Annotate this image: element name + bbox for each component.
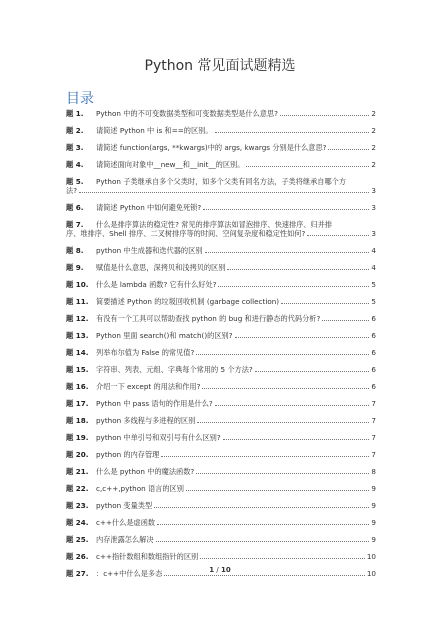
toc-entry-number: 题 17.	[66, 399, 89, 408]
toc-entry[interactable]	[66, 314, 376, 331]
toc-entry[interactable]	[66, 143, 376, 160]
toc-entry-text: python 变量类型	[96, 501, 153, 510]
total-pages: 10	[220, 566, 231, 574]
toc-entry-text: 什么是 python 中的魔法函数?	[96, 467, 195, 476]
toc-entry-page: 5	[371, 297, 376, 306]
toc-entry[interactable]	[66, 399, 376, 416]
toc-entry-page: 7	[371, 433, 376, 442]
dot-leader	[196, 354, 369, 355]
toc-entry-number: 题 4.	[66, 160, 84, 169]
toc-entry-number: 题 8.	[66, 246, 84, 255]
dot-leader	[215, 405, 370, 406]
toc-entry-text: 列举布尔值为 False 的常见值?	[96, 348, 195, 357]
toc-entry-text: ：c++中什么是多态	[96, 569, 163, 578]
toc-entry-page: 4	[371, 246, 376, 255]
toc-entry-text: 请简述 Python 中如何避免死锁?	[96, 203, 202, 212]
toc-entry-number: 题 3.	[66, 143, 84, 152]
page-separator: /	[214, 566, 221, 574]
toc-entry-number: 题 26.	[66, 552, 89, 561]
toc-entry[interactable]	[66, 501, 376, 518]
toc-entry-page: 2	[371, 143, 376, 152]
toc-list	[66, 109, 376, 586]
toc-entry[interactable]	[66, 126, 376, 143]
dot-leader	[215, 132, 370, 133]
dot-leader	[157, 524, 369, 525]
toc-entry-text: 内存泄露怎么解决	[96, 535, 154, 544]
toc-entry-number: 题 22.	[66, 484, 89, 493]
toc-entry-page: 9	[371, 484, 376, 493]
toc-entry-page: 7	[371, 416, 376, 425]
dot-leader	[235, 337, 370, 338]
toc-entry-number: 题 21.	[66, 467, 89, 476]
toc-entry-page: 6	[371, 382, 376, 391]
toc-entry-text: 简要描述 Python 的垃圾回收机制 (garbage collection)	[96, 297, 280, 306]
toc-entry-number: 题 18.	[66, 416, 89, 425]
toc-entry-text: 字符串、列表、元组、字典每个常用的 5 个方法?	[96, 365, 253, 374]
dot-leader	[164, 575, 365, 576]
dot-leader	[203, 209, 369, 210]
toc-entry-number: 题 5.	[66, 177, 84, 186]
dot-leader	[307, 235, 369, 236]
dot-leader	[280, 115, 369, 116]
toc-entry-page: 2	[371, 109, 376, 118]
dot-leader	[197, 422, 369, 423]
toc-entry[interactable]	[66, 331, 376, 348]
toc-entry-number: 题 25.	[66, 535, 89, 544]
toc-entry-page: 2	[371, 160, 376, 169]
toc-entry-text: 请简述 function(args, **kwargs)中的 args, kwargs 分别是什么意思?	[96, 143, 327, 152]
toc-entry-page: 9	[371, 535, 376, 544]
toc-entry-text: Python 中的不可变数据类型和可变数据类型是什么意思?	[96, 109, 278, 118]
toc-heading: 目录	[66, 91, 94, 107]
toc-entry-page: 3	[371, 229, 376, 238]
toc-entry-number: 题 11.	[66, 297, 89, 306]
toc-entry-number: 题 9.	[66, 263, 84, 272]
toc-entry-number: 题 10.	[66, 280, 89, 289]
toc-entry[interactable]	[66, 263, 376, 280]
toc-entry-page: 3	[371, 186, 376, 195]
dot-leader	[281, 303, 369, 304]
dot-leader	[161, 456, 369, 457]
toc-entry-text: python 中单引号和双引号有什么区别?	[96, 433, 221, 442]
toc-entry-text: 请简述面向对象中__new__和__init__的区别。	[96, 160, 245, 169]
toc-entry[interactable]	[66, 203, 376, 220]
toc-entry-text: Python 里面 search()和 match()的区别?	[96, 331, 233, 340]
dot-leader	[156, 541, 370, 542]
toc-entry-text: 序、堆排序、Shell 排序、二叉树排序等的时间、空间复杂度和稳定性如何?	[66, 229, 306, 238]
dot-leader	[205, 252, 370, 253]
toc-entry-number: 题 16.	[66, 382, 89, 391]
toc-entry[interactable]	[66, 297, 376, 314]
toc-entry-page: 3	[371, 203, 376, 212]
toc-entry-number: 题 23.	[66, 501, 89, 510]
page-number	[0, 566, 440, 574]
toc-entry-number: 题 6.	[66, 203, 84, 212]
toc-entry-page: 8	[371, 467, 376, 476]
toc-entry-text: c++什么是虚函数	[96, 518, 156, 527]
toc-entry[interactable]	[66, 467, 376, 484]
toc-entry-text: python 中生成器和迭代器的区别	[96, 246, 203, 255]
toc-entry-page: 10	[366, 569, 376, 578]
toc-entry-text-line1: 什么是排序算法的稳定性? 常见的排序算法如冒泡排序、快速排序、归并排	[96, 220, 333, 229]
dot-leader	[196, 473, 369, 474]
dot-leader	[200, 558, 365, 559]
toc-entry[interactable]	[66, 160, 376, 177]
dot-leader	[223, 439, 370, 440]
toc-entry-number: 题 14.	[66, 348, 89, 357]
toc-entry[interactable]	[66, 177, 376, 203]
toc-entry[interactable]	[66, 382, 376, 399]
toc-entry-page: 6	[371, 348, 376, 357]
toc-entry-number: 题 7.	[66, 220, 84, 229]
dot-leader	[154, 507, 369, 508]
toc-entry-page: 4	[371, 263, 376, 272]
dot-leader	[202, 388, 369, 389]
toc-entry-text: Python 中 pass 语句的作用是什么?	[96, 399, 213, 408]
toc-entry[interactable]	[66, 280, 376, 297]
toc-entry[interactable]	[66, 484, 376, 501]
toc-entry-text: 赋值是什么意思，深拷贝和浅拷贝的区别	[96, 263, 226, 272]
page-title: Python 常见面试题精选	[144, 58, 296, 74]
toc-entry[interactable]	[66, 109, 376, 126]
toc-entry[interactable]	[66, 450, 376, 467]
toc-entry-text: 有没有一个工具可以帮助查找 python 的 bug 和进行静态的代码分析?	[96, 314, 321, 323]
toc-entry-page: 2	[371, 126, 376, 135]
toc-entry-text: 介绍一下 except 的用法和作用?	[96, 382, 201, 391]
toc-entry-page: 6	[371, 365, 376, 374]
toc-entry-page: 6	[371, 331, 376, 340]
toc-entry-page: 7	[371, 399, 376, 408]
toc-entry-text: c++指针数组和数组指针的区别	[96, 552, 199, 561]
toc-entry-text-line1: Python 子类继承自多个父类时，如多个父类有同名方法，子类将继承自哪个方	[96, 177, 347, 186]
dot-leader	[79, 192, 369, 193]
dot-leader	[322, 320, 369, 321]
toc-entry-number: 题 19.	[66, 433, 89, 442]
toc-entry-number: 题 24.	[66, 518, 89, 527]
toc-entry-number: 题 20.	[66, 450, 89, 459]
dot-leader	[218, 286, 369, 287]
dot-leader	[227, 269, 369, 270]
toc-entry-text: python 的内存管理	[96, 450, 160, 459]
toc-entry-page: 6	[371, 314, 376, 323]
dot-leader	[255, 371, 370, 372]
dot-leader	[328, 149, 369, 150]
toc-entry-page: 10	[366, 552, 376, 561]
toc-entry-page: 5	[371, 280, 376, 289]
toc-entry-page: 9	[371, 518, 376, 527]
toc-entry[interactable]	[66, 518, 376, 535]
toc-entry-text: 什么是 lambda 函数? 它有什么好处?	[96, 280, 217, 289]
toc-entry-number: 题 12.	[66, 314, 89, 323]
toc-entry[interactable]	[66, 348, 376, 365]
toc-entry[interactable]	[66, 433, 376, 450]
toc-entry-number: 题 15.	[66, 365, 89, 374]
toc-entry-number: 题 27.	[66, 569, 89, 578]
toc-entry-page: 7	[371, 450, 376, 459]
toc-entry[interactable]	[66, 535, 376, 552]
toc-entry[interactable]	[66, 416, 376, 433]
toc-entry-text: c,c++,python 语言的区别	[96, 484, 184, 493]
dot-leader	[246, 166, 369, 167]
current-page: 1	[209, 566, 215, 574]
dot-leader	[186, 490, 370, 491]
toc-entry[interactable]	[66, 246, 376, 263]
toc-entry-number: 题 13.	[66, 331, 89, 340]
toc-entry[interactable]	[66, 220, 376, 246]
toc-entry-text: python 多线程与多进程的区别	[96, 416, 196, 425]
toc-entry-text: 法?	[66, 186, 78, 195]
toc-entry-page: 9	[371, 501, 376, 510]
toc-entry-text: 请简述 Python 中 is 和==的区别。	[96, 126, 213, 135]
toc-entry-number: 题 1.	[66, 109, 84, 118]
toc-entry-number: 题 2.	[66, 126, 84, 135]
toc-entry[interactable]	[66, 365, 376, 382]
